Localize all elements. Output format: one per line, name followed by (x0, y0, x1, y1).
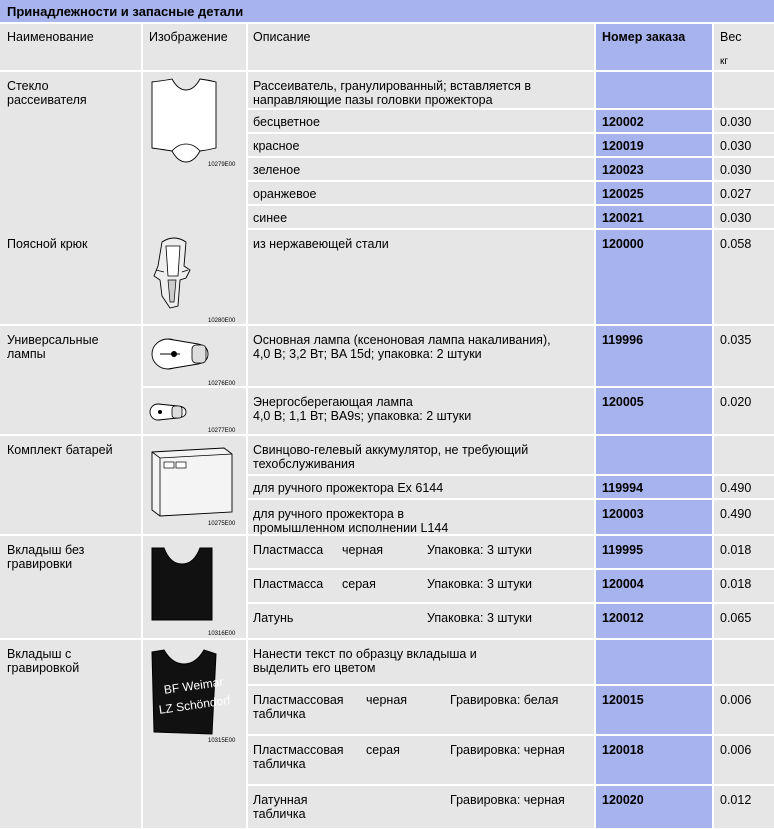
image-code: 10275E00 (208, 521, 236, 527)
item-order-number: 120023 (602, 163, 644, 177)
item-description: для ручного прожектора Ex 6144 (253, 481, 444, 495)
item-description: синее (253, 211, 288, 225)
item-engraving: Гравировка: белая (450, 693, 559, 707)
header-order-number: Номер заказа (602, 30, 686, 44)
energy-lamp-image (148, 398, 190, 426)
item-order-number: 120004 (602, 577, 644, 591)
item-description: Пластмасса (253, 577, 324, 591)
item-description: красное (253, 139, 300, 153)
item-color: черная (366, 693, 408, 707)
header-name: Наименование (7, 30, 94, 44)
insert-engraving-line-2: LZ Schöndorf (158, 692, 232, 717)
item-order-number: 119995 (602, 543, 644, 557)
item-order-number: 120025 (602, 187, 644, 201)
battery-pack-image (148, 444, 236, 520)
section-name: Вкладыш с гравировкой (7, 647, 80, 675)
item-engraving: Гравировка: черная (450, 743, 565, 757)
intro-weight-cell (714, 72, 774, 108)
insert-plain-image (150, 546, 214, 622)
item-weight: 0.030 (720, 211, 752, 225)
image-code: 10315E00 (208, 738, 236, 744)
item-weight: 0.006 (720, 693, 752, 707)
diffuser-glass-image (150, 78, 220, 168)
item-order-number: 120015 (602, 693, 644, 707)
intro-order-cell (596, 436, 712, 474)
item-description: Пластмассовая табличка (253, 693, 344, 721)
item-color: серая (342, 577, 376, 591)
item-pack: Упаковка: 3 штуки (427, 577, 532, 591)
item-order-number: 120019 (602, 139, 644, 153)
belt-hook-image (148, 236, 198, 316)
header-description: Описание (253, 30, 311, 44)
item-weight: 0.012 (720, 793, 752, 807)
section-name: Стекло рассеивателя (7, 79, 87, 107)
item-weight: 0.030 (720, 139, 752, 153)
item-order-number: 120002 (602, 115, 644, 129)
item-order-number: 119994 (602, 481, 644, 495)
image-code: 10280E00 (208, 318, 236, 324)
intro-weight-cell (714, 640, 774, 684)
image-code: 10277E00 (208, 428, 236, 434)
image-code: 10279E00 (208, 162, 236, 168)
item-description: зеленое (253, 163, 301, 177)
item-description: Пластмасса (253, 543, 324, 557)
item-weight: 0.018 (720, 577, 752, 591)
item-color: серая (366, 743, 400, 757)
description-cell (248, 604, 594, 638)
intro-description: Рассеиватель, гранулированный; вставляется в направляющие пазы головки прожектора (253, 79, 532, 107)
insert-engraving-line-1: BF Weimar (163, 674, 225, 697)
item-engraving: Гравировка: черная (450, 793, 565, 807)
intro-description: Нанести текст по образцу вкладыша и выделить его цветом (253, 647, 477, 675)
table-title-bar (0, 0, 774, 22)
main-lamp-image (150, 334, 212, 376)
item-description: для ручного прожектора в промышленном исполнении L144 (253, 507, 449, 535)
item-weight: 0.018 (720, 543, 752, 557)
item-weight: 0.027 (720, 187, 752, 201)
item-weight: 0.030 (720, 163, 752, 177)
table-title: Принадлежности и запасные детали (7, 4, 244, 19)
item-weight: 0.020 (720, 395, 752, 409)
image-code: 10316E00 (208, 631, 236, 637)
item-order-number: 120021 (602, 211, 644, 225)
item-pack: Упаковка: 3 штуки (427, 543, 532, 557)
item-order-number: 120012 (602, 611, 644, 625)
item-weight: 0.490 (720, 481, 752, 495)
intro-weight-cell (714, 436, 774, 474)
item-weight: 0.058 (720, 237, 752, 251)
item-color: черная (342, 543, 384, 557)
item-description: Пластмассовая табличка (253, 743, 344, 771)
item-description: оранжевое (253, 187, 317, 201)
item-order-number: 120003 (602, 507, 644, 521)
description-cell (248, 206, 594, 228)
header-weight-unit: кг (720, 56, 729, 67)
item-weight: 0.065 (720, 611, 752, 625)
section-name: Вкладыш без гравировки (7, 543, 85, 571)
item-weight: 0.490 (720, 507, 752, 521)
section-name: Универсальные лампы (7, 333, 99, 361)
item-weight: 0.035 (720, 333, 752, 347)
item-description: Энергосберегающая лампа 4,0 В; 1,1 Вт; BA9s; упаковка: 2 штуки (253, 395, 472, 423)
intro-description: Свинцово-гелевый аккумулятор, не требующий техобслуживания (253, 443, 529, 471)
item-description: бесцветное (253, 115, 320, 129)
item-pack: Упаковка: 3 штуки (427, 611, 532, 625)
item-description: из нержавеющей стали (253, 237, 389, 251)
item-order-number: 119996 (602, 333, 644, 347)
description-cell (248, 134, 594, 156)
item-order-number: 120005 (602, 395, 644, 409)
image-code: 10276E00 (208, 381, 236, 387)
item-description: Латунь (253, 611, 294, 625)
header-weight: Вес (720, 30, 742, 44)
item-order-number: 120018 (602, 743, 644, 757)
intro-order-cell (596, 640, 712, 684)
item-weight: 0.006 (720, 743, 752, 757)
item-description: Латунная табличка (253, 793, 308, 821)
intro-order-cell (596, 72, 712, 108)
item-order-number: 120020 (602, 793, 644, 807)
section-name: Поясной крюк (7, 237, 88, 251)
item-description: Основная лампа (ксеноновая лампа накаливания), 4,0 В; 3,2 Вт; BA 15d; упаковка: 2 штуки (253, 333, 551, 361)
header-image: Изображение (149, 30, 228, 44)
item-weight: 0.030 (720, 115, 752, 129)
section-name: Комплект батарей (7, 443, 113, 457)
item-order-number: 120000 (602, 237, 644, 251)
